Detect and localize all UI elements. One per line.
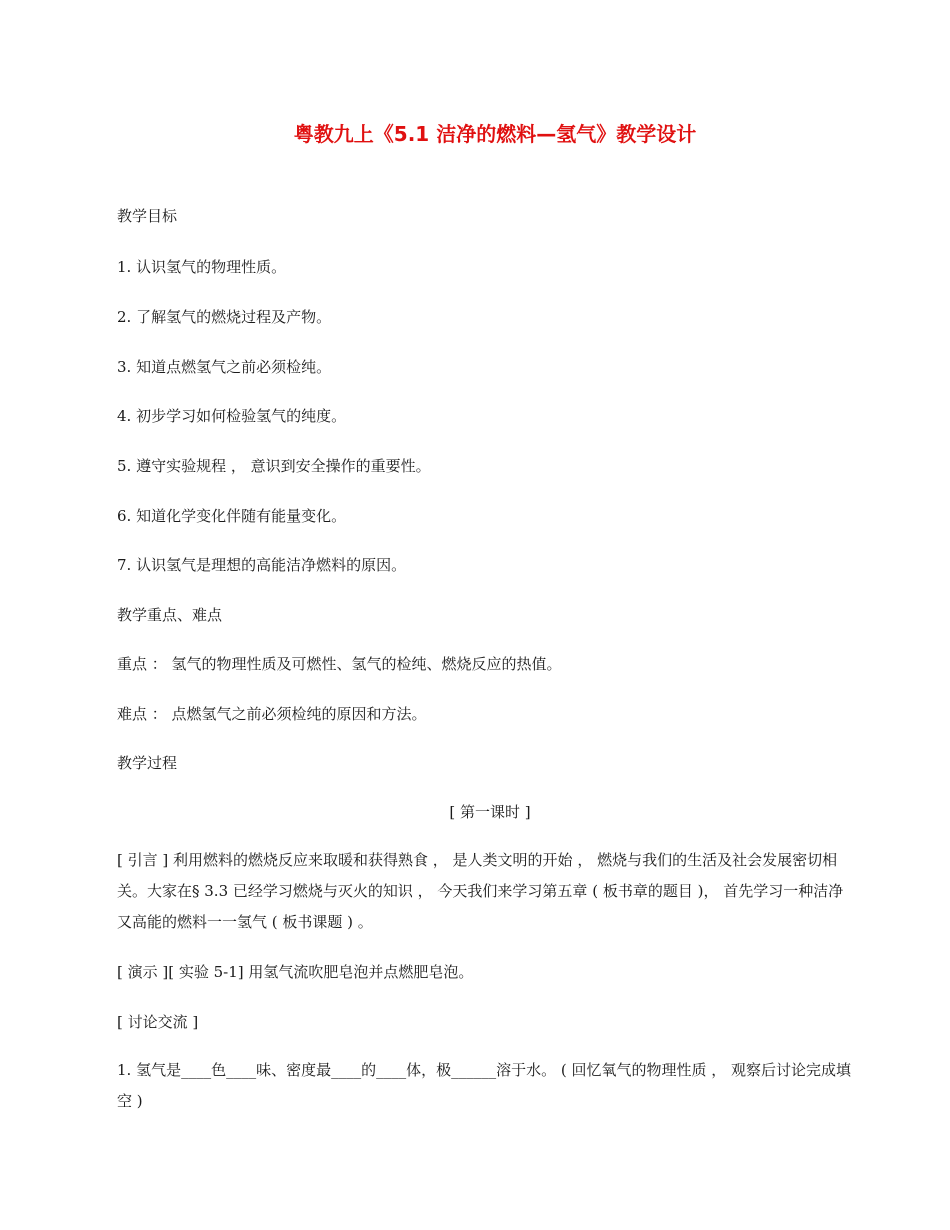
key-point: 重点 ： 氢气的物理性质及可燃性、氢气的检纯、燃烧反应的热值。 [117,655,562,673]
lesson-label: [ 第一课时 ] [449,803,531,821]
document-title: 粤教九上《5.1 洁净的燃料—氢气》教学设计 [293,122,697,146]
demo-line: [ 演示 ][ 实验 5-1] 用氢气流吹肥皂泡并点燃肥皂泡。 [117,963,474,981]
question-paragraph: 1. 氢气是____色____味、密度最____的____体，极______溶于水。 ( 回忆氧气的物理性质 ， 观察后讨论完成填空 ) [117,1061,852,1110]
objectives-heading: 教学目标 [117,207,178,225]
objective-item-3: 3. 知道点燃氢气之前必须检纯。 [117,358,332,376]
objective-item-7: 7. 认识氢气是理想的高能洁净燃料的原因。 [117,556,407,574]
objective-item-6: 6. 知道化学变化伴随有能量变化。 [117,507,347,525]
objective-item-1: 1. 认识氢气的物理性质。 [117,258,287,276]
objective-item-2: 2. 了解氢气的燃烧过程及产物。 [117,308,332,326]
keypoints-heading: 教学重点、难点 [117,606,223,624]
process-heading: 教学过程 [117,754,178,772]
intro-paragraph: [ 引言 ] 利用燃料的燃烧反应来取暖和获得熟食 ， 是人类文明的开始 ， 燃烧与我们的生活及社会发展密切相关。大家在§ 3.3 已经学习燃烧与灭火的知识 ， 今天我们来学习第五章 ( 板书章的题目 )， 首先学习一种洁净又高能的燃料一一氢气 ( 板书课题 ) 。 [117,851,844,931]
discussion-label: [ 讨论交流 ] [117,1013,199,1031]
objective-item-4: 4. 初步学习如何检验氢气的纯度。 [117,407,347,425]
difficult-point: 难点 ： 点燃氢气之前必须检纯的原因和方法。 [117,705,427,723]
objective-item-5: 5. 遵守实验规程 ， 意识到安全操作的重要性。 [117,457,431,475]
